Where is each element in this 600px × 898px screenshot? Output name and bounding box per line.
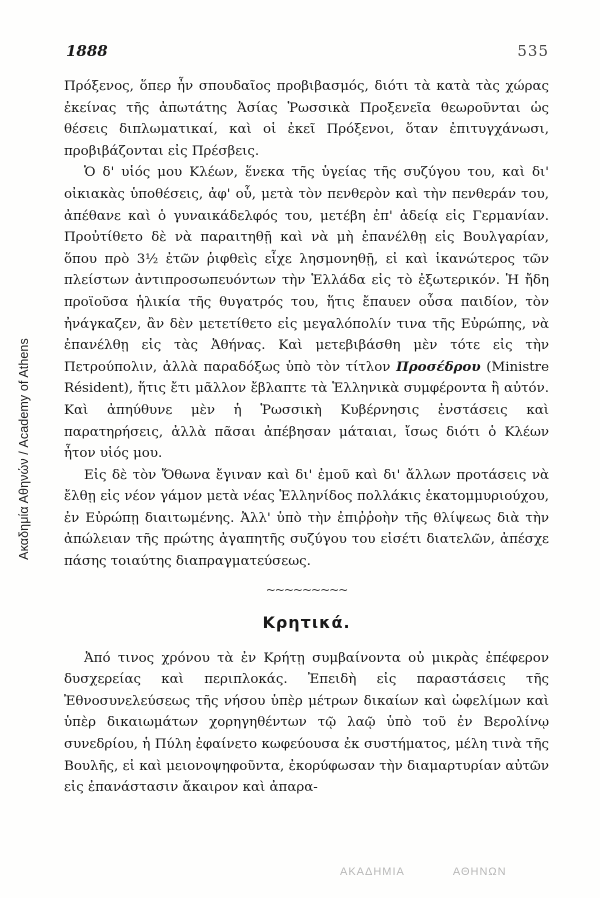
- page-header: [64, 42, 549, 64]
- watermark-left: ΑΚΑΔΗΜΙΑ: [340, 866, 405, 878]
- section-divider-ornament: ~~~~~~~~~: [265, 582, 348, 597]
- archive-credit-sidebar: [0, 0, 48, 898]
- page-year: 1888: [66, 42, 108, 60]
- paragraph-1: Πρόξενος, ὅπερ ἦν σπουδαῖος προβιβασμός, διότι τὰ κατὰ τὰς χώρας ἐκείνας τῆς ἀπωτάτης Ἀσίας Ῥωσσικὰ Προξενεῖα θεωροῦνται ὡς θέσεις διπλωματικαί, καὶ οἱ ἐκεῖ Πρόξενοι, ὅταν ἐπιτυγχάνωσι, προβιβάζονται εἰς Πρέσβεις.: [64, 79, 549, 159]
- paragraph-4: Ἀπό τινος χρόνου τὰ ἐν Κρήτῃ συμβαίνοντα οὐ μικρὰς ἐπέφερον δυσχερείας καὶ περιπλοκάς. Ἐπειδὴ εἰς παραστάσεις τῆς Ἐθνοσυνελεύσεως τῆς νήσου ὑπὲρ μέτρων δικαίων καὶ ὠφελίμων καὶ ὑπὲρ δικαιωμάτων χορηγηθέντων τῷ λαῷ ὑπὸ τοῦ ἐν Βερολίνῳ συνεδρίου, ἡ Πύλη ἐφαίνετο κωφεύουσα ἐκ συστήματος, μέλη τινὰ τῆς Βουλῆς, εἰ καὶ μειονοψηφοῦντα, ἐκορύφωσαν τὴν διαμαρτυρίαν αὐτῶν εἰς ἐπανάστασιν ἄκαιρον καὶ ἀπαρα-: [64, 650, 549, 796]
- section-title: Κρητικά.: [262, 612, 351, 632]
- academy-watermark: [340, 866, 507, 878]
- watermark-right: ΑΘΗΝΩΝ: [452, 866, 507, 878]
- book-page: [64, 42, 549, 799]
- archive-credit-text: Ακαδημία Αθηνών / Academy of Athens: [17, 338, 31, 560]
- paragraph-2: [64, 162, 549, 464]
- page-number: 535: [517, 42, 549, 60]
- body-text: [64, 76, 549, 573]
- emphasized-title: Προσέδρου: [396, 358, 481, 375]
- section-body: [64, 648, 549, 799]
- paragraph-2-head: Ὁ δ' υἱός μου Κλέων, ἕνεκα τῆς ὑγείας τῆς συζύγου του, καὶ δι' οἰκιακὰς ὑποθέσεις, ἀφ' οὗ, μετὰ τὸν πενθερὸν καὶ τὴν πενθεράν του, ἀπέθανε καὶ ὁ γυναικάδελφός του, μετέβη ἐπ' ἀδείᾳ εἰς Γερμανίαν. Προὐτίθετο δὲ νὰ παραιτηθῇ καὶ νὰ μὴ ἐπανέλθῃ εἰς Βουλγαρίαν, ὅπου πρὸ 3½ ἐτῶν ῥιφθεὶς εἶχε λησμονηθῇ, εἰ καὶ ἱκανώτερος τῶν πλείστων ἀντιπροσωπευόντων τὴν Ἑλλάδα εἰς τὸ ἐξωτερικόν. Ἡ ἤδη προϊοῦσα ἡλικία τῆς θυγατρός του, ἥτις ἔπαυεν οὖσα παιδίον, τὸν ἠνάγκαζεν, ἂν δὲν μετετίθετο εἰς μεγαλόπολίν τινα τῆς Εὐρώπης, νὰ ἐπανέλθῃ εἰς τὰς Ἀθήνας. Καὶ μετεβιβάσθη μὲν τότε εἰς τὴν Πετρούπολιν, ἀλλὰ παραδόξως ὑπὸ τὸν τίτλον: [64, 165, 549, 375]
- french-title: (Ministre Résident),: [64, 359, 550, 397]
- paragraph-2-tail: ἥτις ἔτι μᾶλλον ἔβλαπτε τὰ Ἑλληνικὰ συμφέροντα ἢ αὐτόν. Καὶ ἀπηύθυνε μὲν ἡ Ῥωσσικὴ Κυβέρνησις ἐνστάσεις καὶ παρατηρήσεις, ἀλλὰ πᾶσαι ἀπέβησαν μάταιαι, ἴσως διότι ὁ Κλέων ἦτον υἱός μου.: [64, 381, 549, 462]
- paragraph-3: Εἰς δὲ τὸν Ὄθωνα ἔγιναν καὶ δι' ἐμοῦ καὶ δι' ἄλλων προτάσεις νὰ ἔλθῃ εἰς νέον γάμον μετὰ νέας Ἑλληνίδος πολλάκις ἑκατομμυριούχου, ἐν Εὐρώπῃ διαιτωμένης. Ἀλλ' ὑπὸ τὴν ἐπιῤῥοὴν τῆς θλίψεως διὰ τὴν ἀπώλειαν τῆς πρώτης ἀγαπητῆς συζύγου του εἰσέτι διατελῶν, ἀπέσχε πάσης τοιαύτης διαπραγματεύσεως.: [64, 467, 549, 570]
